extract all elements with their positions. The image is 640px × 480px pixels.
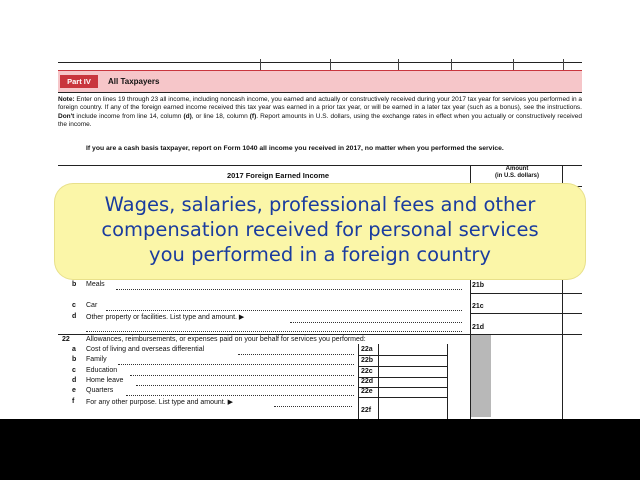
callout-line-3: you performed in a foreign country [149,243,491,266]
note-col-f: (f) [249,112,257,120]
row-22e-letter: e [72,387,76,394]
row-21b-letter: b [72,281,77,288]
row-22e-label: Quarters [86,387,114,394]
row-22a-label: Cost of living and overseas differential [86,346,205,353]
note-dont: Don't [58,112,75,120]
caption-callout [55,184,585,279]
note-text-1: Enter on lines 19 through 23 all income, including noncash income, you earned and actually or constructively received during your 2017 tax year for services you performed in a foreign country. If any of the foreign earned income received this tax year was earned in a prior tax year, or will be earned in a later tax year (such as a bonus), see the instructions. [58,96,582,112]
part-title: All Taxpayers [108,77,160,86]
note-text-2: include income from line 14, column [74,112,184,120]
row-21b-label: Meals [86,281,105,288]
part-header [58,70,582,93]
letterbox-bar [0,419,640,480]
row-22d-label: Home leave [86,377,124,384]
row-21c-letter: c [72,302,76,309]
cash-basis-statement: If you are a cash basis taxpayer, report on Form 1040 all income you received in 2017, no matter when you performed the service. [86,145,504,152]
row-22c-letter: c [72,367,76,374]
row-21c-label: Car [86,302,98,309]
note-paragraph [58,96,582,129]
note-text-4: . Report amounts in U.S. dollars, using the exchange rates in effect when you actually or constructively received the income. [58,112,582,128]
row-22-number: 22 [62,336,70,343]
row-22-label: Allowances, reimbursements, or expenses paid on your behalf for services you performed: [86,336,366,343]
row-21d-label: Other property or facilities. List type and amount. ▶ [86,314,245,321]
row-21d-letter: d [72,313,77,320]
amount-sublabel: (in U.S. dollars) [494,173,539,179]
row-22b-letter: b [72,356,77,363]
amount-label: Amount [505,166,529,172]
amount-header [471,166,563,180]
part-tag: Part IV [60,75,98,88]
column-title: 2017 Foreign Earned Income [226,171,330,180]
callout-line-1: Wages, salaries, professional fees and other [104,193,536,216]
note-col-d: (d) [183,112,192,120]
row-22f-label: For any other purpose. List type and amount. ▶ [86,399,234,406]
row-22b-label: Family [86,356,107,363]
row-22e-line: 22e [361,388,373,395]
shaded-amount-cell [471,335,491,417]
row-21b-line: 21b [472,282,485,289]
note-label: Note: [58,96,75,103]
callout-text [55,192,585,267]
row-22d-line: 22d [361,378,374,385]
row-22c-label: Education [86,367,118,374]
row-22a-line: 22a [361,346,373,353]
callout-line-2: compensation received for personal services [101,218,539,241]
row-21c-line: 21c [472,303,484,310]
row-21d-line: 21d [472,324,485,331]
row-22f-letter: f [72,398,75,405]
row-22f-line: 22f [361,407,372,414]
note-text-3: , or line 18, column [191,112,250,120]
row-22a-letter: a [72,346,76,353]
row-22c-line: 22c [361,368,373,375]
row-22d-letter: d [72,377,77,384]
row-22b-line: 22b [361,357,374,364]
